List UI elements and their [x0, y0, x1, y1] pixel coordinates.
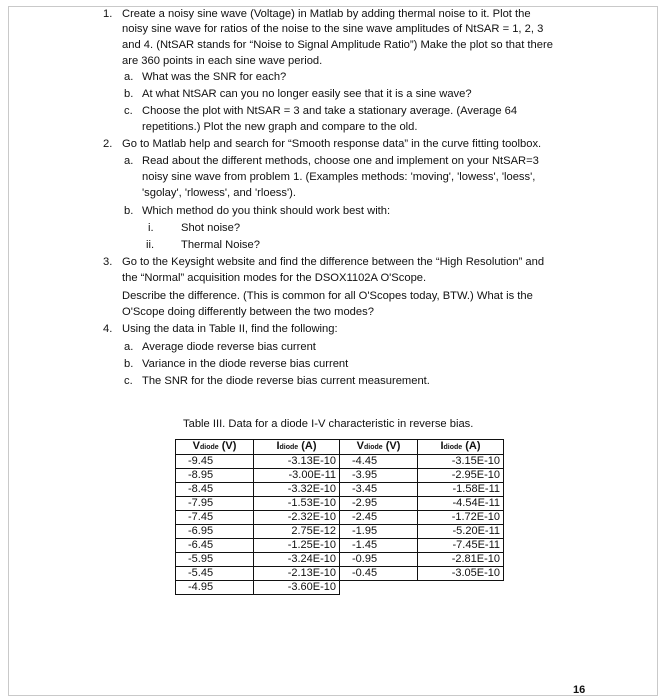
table-cell: -3.24E-10: [254, 553, 340, 567]
table-cell: -8.95: [176, 469, 254, 483]
header-vdiode-2: Vdiode (V): [340, 440, 418, 455]
table-row: [176, 539, 504, 553]
q2b-i-label: i.: [148, 222, 154, 234]
table-cell: -0.95: [340, 553, 418, 567]
table-cell: -7.95: [176, 497, 254, 511]
table-cell: -6.95: [176, 525, 254, 539]
table-cell: -4.54E-11: [418, 497, 504, 511]
table-cell: -3.60E-10: [254, 581, 340, 595]
table-cell: -1.72E-10: [418, 511, 504, 525]
q4c-text: The SNR for the diode reverse bias current measurement.: [142, 375, 430, 387]
q4a-text: Average diode reverse bias current: [142, 341, 316, 353]
q2b-label: b.: [124, 205, 134, 217]
q2-number: 2.: [103, 138, 113, 150]
q4b-text: Variance in the diode reverse bias current: [142, 358, 349, 370]
table-cell: -5.45: [176, 567, 254, 581]
table-cell: -9.45: [176, 455, 254, 469]
table-cell: -2.32E-10: [254, 511, 340, 525]
diode-data-table: [175, 439, 504, 595]
q4c-label: c.: [124, 375, 133, 387]
header-vdiode-1: Vdiode (V): [176, 440, 254, 455]
table-cell: -3.45: [340, 483, 418, 497]
q2a-label: a.: [124, 155, 134, 167]
q3-line-1: Go to the Keysight website and find the difference between the “High Resolution” and: [122, 256, 545, 268]
q1a-label: a.: [124, 71, 134, 83]
table-row: [176, 581, 504, 595]
q3-number: 3.: [103, 256, 113, 268]
table-cell-empty: [418, 581, 504, 595]
table-cell: -1.53E-10: [254, 497, 340, 511]
header-idiode-1: Idiode (A): [254, 440, 340, 455]
q1a-text: What was the SNR for each?: [142, 71, 287, 83]
q2b-ii-label: ii.: [146, 239, 155, 251]
table-cell: -4.95: [176, 581, 254, 595]
table-cell: -8.45: [176, 483, 254, 497]
q1b-label: b.: [124, 88, 134, 100]
q1c-line-2: repetitions.) Plot the new graph and compare to the old.: [142, 121, 418, 133]
table-cell: -3.15E-10: [418, 455, 504, 469]
q2a-line-2: noisy sine wave from problem 1. (Examples methods: 'moving', 'lowess', 'loess',: [142, 171, 536, 183]
table-cell: -3.95: [340, 469, 418, 483]
table-cell: -2.81E-10: [418, 553, 504, 567]
header-idiode-2: Idiode (A): [418, 440, 504, 455]
table-cell: -2.13E-10: [254, 567, 340, 581]
table-cell: -5.95: [176, 553, 254, 567]
table-row: [176, 553, 504, 567]
table-cell: -6.45: [176, 539, 254, 553]
table-cell: -3.13E-10: [254, 455, 340, 469]
table-cell: -4.45: [340, 455, 418, 469]
table-row: [176, 511, 504, 525]
table-caption: Table III. Data for a diode I-V characteristic in reverse bias.: [183, 418, 474, 430]
q1-line-3: and 4. (NtSAR stands for “Noise to Signal Amplitude Ratio”) Make the plot so that there: [122, 39, 553, 51]
q1-line-4: are 360 points in each sine wave period.: [122, 55, 323, 67]
q2-text: Go to Matlab help and search for “Smooth response data” in the curve fitting toolbox.: [122, 138, 542, 150]
q1-number: 1.: [103, 8, 113, 20]
q3-line-2: the “Normal” acquisition modes for the DSOX1102A O'Scope.: [122, 272, 427, 284]
table-cell-empty: [340, 581, 418, 595]
q1c-line-1: Choose the plot with NtSAR = 3 and take a stationary average. (Average 64: [142, 105, 518, 117]
q4-number: 4.: [103, 323, 113, 335]
table-cell: -1.95: [340, 525, 418, 539]
table-cell: 2.75E-12: [254, 525, 340, 539]
table-header-row: [176, 440, 504, 455]
q3-line-4: O'Scope doing differently between the two modes?: [122, 306, 374, 318]
table-cell: -3.05E-10: [418, 567, 504, 581]
q4b-label: b.: [124, 358, 134, 370]
table-row: [176, 469, 504, 483]
table-cell: -3.32E-10: [254, 483, 340, 497]
table-cell: -0.45: [340, 567, 418, 581]
table-cell: -3.00E-11: [254, 469, 340, 483]
q4-text: Using the data in Table II, find the following:: [122, 323, 338, 335]
table-cell: -1.25E-10: [254, 539, 340, 553]
q2b-text: Which method do you think should work best with:: [142, 205, 391, 217]
table-cell: -1.45: [340, 539, 418, 553]
table-row: [176, 497, 504, 511]
table-row: [176, 483, 504, 497]
q2b-i-text: Shot noise?: [181, 222, 241, 234]
table-cell: -2.45: [340, 511, 418, 525]
table-cell: -2.95: [340, 497, 418, 511]
q2a-line-1: Read about the different methods, choose one and implement on your NtSAR=3: [142, 155, 539, 167]
page-number: 16: [573, 684, 586, 696]
table-row: [176, 455, 504, 469]
q2a-line-3: 'sgolay', 'rlowess', and 'rloess').: [142, 187, 296, 199]
q3-line-3: Describe the difference. (This is common for all O'Scopes today, BTW.) What is the: [122, 290, 533, 302]
table-cell: -7.45E-11: [418, 539, 504, 553]
q1-line-1: Create a noisy sine wave (Voltage) in Matlab by adding thermal noise to it. Plot the: [122, 8, 531, 20]
table-cell: -5.20E-11: [418, 525, 504, 539]
q1b-text: At what NtSAR can you no longer easily see that it is a sine wave?: [142, 88, 472, 100]
table-cell: -1.58E-11: [418, 483, 504, 497]
q1c-label: c.: [124, 105, 133, 117]
q1-line-2: noisy sine wave for ratios of the noise to the sine wave amplitudes of NtSAR = 1, 2, 3: [122, 23, 544, 35]
q2b-ii-text: Thermal Noise?: [181, 239, 260, 251]
table-row: [176, 567, 504, 581]
table-cell: -7.45: [176, 511, 254, 525]
table-row: [176, 525, 504, 539]
table-cell: -2.95E-10: [418, 469, 504, 483]
q4a-label: a.: [124, 341, 134, 353]
